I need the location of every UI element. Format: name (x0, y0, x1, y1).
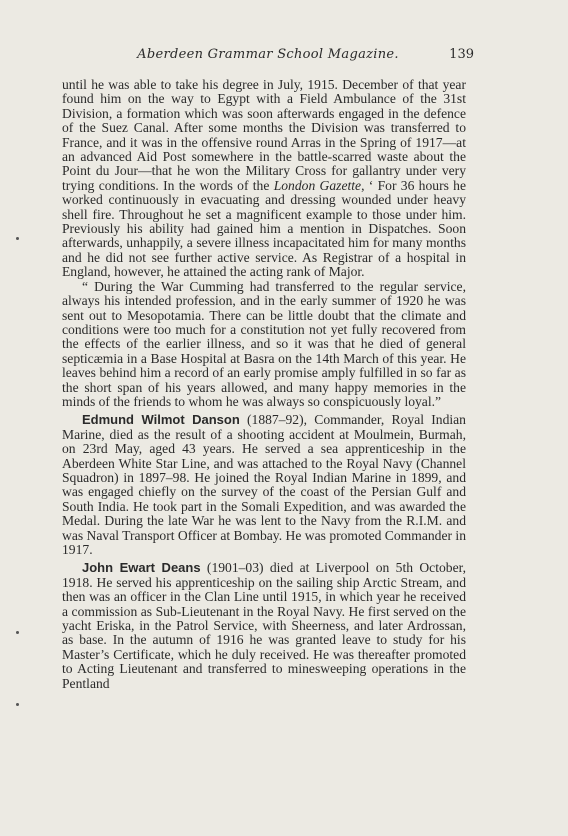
running-header (62, 47, 474, 65)
paragraph-deans: John Ewart Deans (1901–03) died at Liverpool on 5th October, 1918. He served his apprenticeship on the sailing ship Arctic Stream, and then was an officer in the Clan Line until 1915, in which year he received a commission as Sub-Lieutenant in the Royal Navy. He first served on the yacht Eriska, in the Patrol Service, with Sheerness, and later Ardrossan, as base. In the autumn of 1916 he was granted leave to study for his Master’s Certificate, which he duly received. He was thereafter promoted to Acting Lieutenant and transferred to minesweeping operations in the Pentland (62, 560, 466, 691)
obituary-name: Edmund Wilmot Danson (82, 412, 240, 428)
magazine-title: Aberdeen Grammar School Magazine. (137, 47, 399, 62)
gazette-title: London Gazette (273, 177, 362, 193)
margin-mark (16, 631, 19, 634)
article-body (62, 78, 466, 691)
page-number: 139 (449, 47, 474, 62)
margin-mark (16, 237, 19, 240)
obituary-name: John Ewart Deans (82, 560, 201, 576)
paragraph-danson: Edmund Wilmot Danson (1887–92), Commander, Royal Indian Marine, died as the result of a shooting accident at Moulmein, Burmah, on 23rd May, aged 43 years. He served a sea apprenticeship in the Aberdeen White Star Line, and was attached to the Royal Navy (Channel Squadron) in 1897–98. He joined the Royal Indian Marine in 1899, and was engaged chiefly on the survey of the coast of the Persian Gulf and South India. He took part in the Somali Expedition, and was awarded the Medal. During the late War he was lent to the Navy from the R.I.M. and was Naval Transport Officer at Bombay. He was promoted Commander in 1917. (62, 412, 466, 557)
margin-mark (16, 703, 19, 706)
paragraph-cumming-death: “ During the War Cumming had transferred to the regular service, always his intended profession, and in the early summer of 1920 he was sent out to Mesopotamia. There can be little doubt that the climate and conditions were too much for a constitution not yet fully recovered from the effects of the earlier illness, and so it was that he died of general septicæmia in a Base Hospital at Basra on the 14th March of this year. He leaves behind him a record of an early promise amply fulfilled in so far as the short span of his years allowed, and many happy memories in the minds of the friends to whom he was always so conspicuously loyal.” (62, 278, 466, 409)
paragraph-cumming-career: until he was able to take his degree in July, 1915. December of that year found him on the way to Egypt with a Field Ambulance of the 31st Division, a formation which was soon afterwards engaged in the defence of the Suez Canal. After some months the Division was transferred to France, and it was in the offensive round Arras in the Spring of 1917—at an advanced Aid Post somewhere in the battle-scarred waste about the Point du Jour—that he won the Military Cross for gallantry under very trying conditions. In the words of the London Gazette, ‘ For 36 hours he worked continuously in evacuating and dressing wounded under heavy shell fire. Throughout he set a magnificent example to those under him. Previously his ability had gained him a mention in Dispatches. Soon afterwards, unhappily, a severe illness incapacitated him for many months and he did not see further active service. As Registrar of a hospital in England, however, he attained the acting rank of Major. (62, 77, 467, 280)
